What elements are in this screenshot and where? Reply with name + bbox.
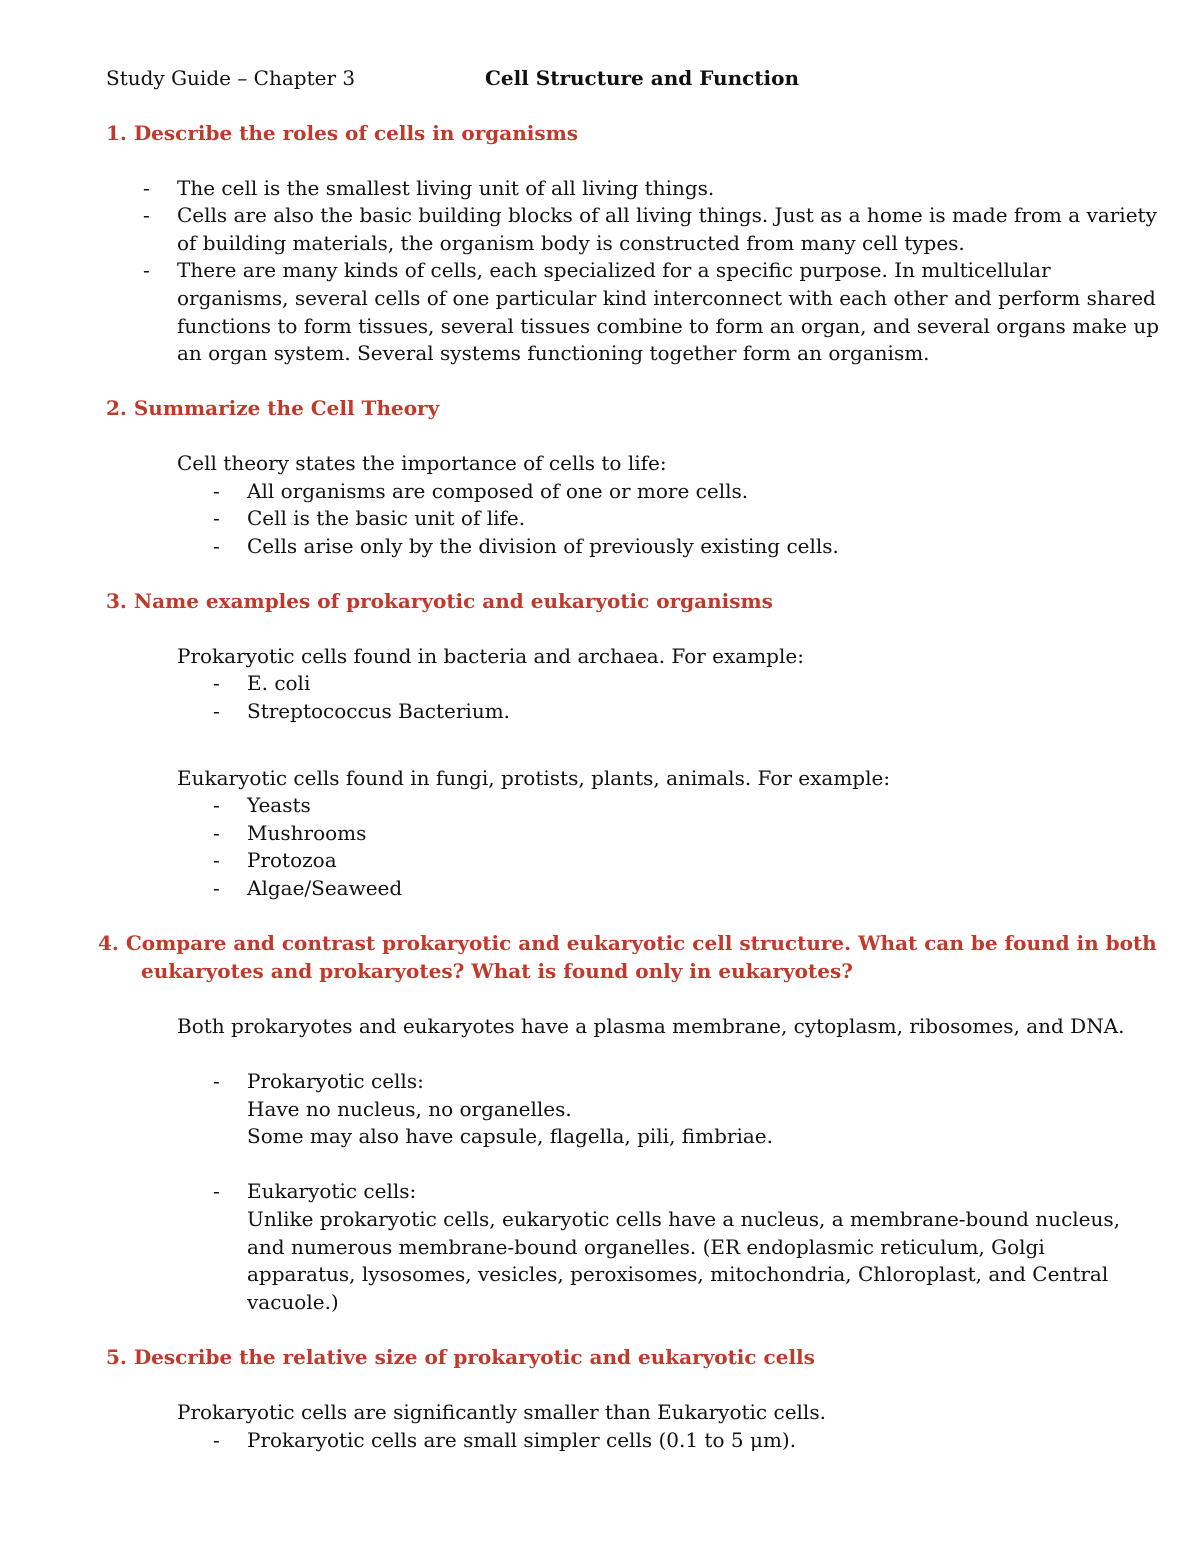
bullet-dash: - <box>213 506 220 530</box>
bullet-dash: - <box>213 534 220 558</box>
q5-bullet-1: Prokaryotic cells are small simpler cells (0.1 to 5 μm). <box>247 1428 797 1452</box>
bullet-dash: - <box>213 793 220 817</box>
bullet-dash: - <box>143 258 150 282</box>
bullet-dash: - <box>213 1069 220 1093</box>
q4-both: Both prokaryotes and eukaryotes have a plasma membrane, cytoplasm, ribosomes, and DNA. <box>177 1014 1125 1038</box>
q3-eukaryotic-example: Protozoa <box>247 848 337 872</box>
q4-prokaryotic-label: Prokaryotic cells: <box>247 1069 424 1093</box>
q3-prokaryotic-example: E. coli <box>247 671 311 695</box>
bullet-dash: - <box>213 876 220 900</box>
q2-bullet-2: Cell is the basic unit of life. <box>247 506 526 530</box>
q5-intro: Prokaryotic cells are significantly smaller than Eukaryotic cells. <box>177 1400 826 1424</box>
q4-eukaryotic-line-4: vacuole.) <box>247 1290 339 1314</box>
q4-eukaryotic-line-2: and numerous membrane-bound organelles. (ER endoplasmic reticulum, Golgi <box>247 1235 1045 1259</box>
q2-bullet-3: Cells arise only by the division of previously existing cells. <box>247 534 839 558</box>
bullet-dash: - <box>213 671 220 695</box>
q3-eukaryotic-example: Mushrooms <box>247 821 367 845</box>
question-2-title: 2. Summarize the Cell Theory <box>106 396 440 420</box>
header-title: Cell Structure and Function <box>485 66 800 90</box>
header-left: Study Guide – Chapter 3 <box>106 66 356 90</box>
q4-eukaryotic-label: Eukaryotic cells: <box>247 1179 417 1203</box>
q3-eukaryotic-intro: Eukaryotic cells found in fungi, protists, plants, animals. For example: <box>177 766 891 790</box>
bullet-dash: - <box>143 203 150 227</box>
q3-prokaryotic-example: Streptococcus Bacterium. <box>247 699 511 723</box>
question-5-title: 5. Describe the relative size of prokaryotic and eukaryotic cells <box>106 1345 815 1369</box>
q4-prokaryotic-line-1: Have no nucleus, no organelles. <box>247 1097 572 1121</box>
q1-bullet-3-line-3: functions to form tissues, several tissues combine to form an organ, and several organs make up <box>177 314 1160 338</box>
question-4-title-line-1: 4. Compare and contrast prokaryotic and eukaryotic cell structure. What can be found in both <box>98 931 1157 955</box>
q1-bullet-2-line-1: Cells are also the basic building blocks of all living things. Just as a home is made from a variety <box>177 203 1157 227</box>
bullet-dash: - <box>143 176 150 200</box>
q3-prokaryotic-intro: Prokaryotic cells found in bacteria and archaea. For example: <box>177 644 804 668</box>
bullet-dash: - <box>213 479 220 503</box>
bullet-dash: - <box>213 848 220 872</box>
question-1-title: 1. Describe the roles of cells in organisms <box>106 121 579 145</box>
q3-eukaryotic-example: Yeasts <box>247 793 311 817</box>
q1-bullet-2-line-2: of building materials, the organism body is constructed from many cell types. <box>177 231 965 255</box>
q1-bullet-1: The cell is the smallest living unit of all living things. <box>177 176 715 200</box>
q4-eukaryotic-line-3: apparatus, lysosomes, vesicles, peroxisomes, mitochondria, Chloroplast, and Central <box>247 1262 1109 1286</box>
q1-bullet-3-line-2: organisms, several cells of one particular kind interconnect with each other and perform shared <box>177 286 1156 310</box>
bullet-dash: - <box>213 1179 220 1203</box>
q1-bullet-3-line-4: an organ system. Several systems functioning together form an organism. <box>177 341 930 365</box>
bullet-dash: - <box>213 1428 220 1452</box>
question-3-title: 3. Name examples of prokaryotic and eukaryotic organisms <box>106 589 773 613</box>
question-4-title-line-2: eukaryotes and prokaryotes? What is found only in eukaryotes? <box>141 959 853 983</box>
q3-eukaryotic-example: Algae/Seaweed <box>247 876 403 900</box>
q2-intro: Cell theory states the importance of cells to life: <box>177 451 667 475</box>
q4-eukaryotic-line-1: Unlike prokaryotic cells, eukaryotic cells have a nucleus, a membrane-bound nucleus, <box>247 1207 1120 1231</box>
q1-bullet-3-line-1: There are many kinds of cells, each specialized for a specific purpose. In multicellular <box>177 258 1051 282</box>
q4-prokaryotic-line-2: Some may also have capsule, flagella, pili, fimbriae. <box>247 1124 773 1148</box>
bullet-dash: - <box>213 821 220 845</box>
q2-bullet-1: All organisms are composed of one or more cells. <box>247 479 749 503</box>
bullet-dash: - <box>213 699 220 723</box>
